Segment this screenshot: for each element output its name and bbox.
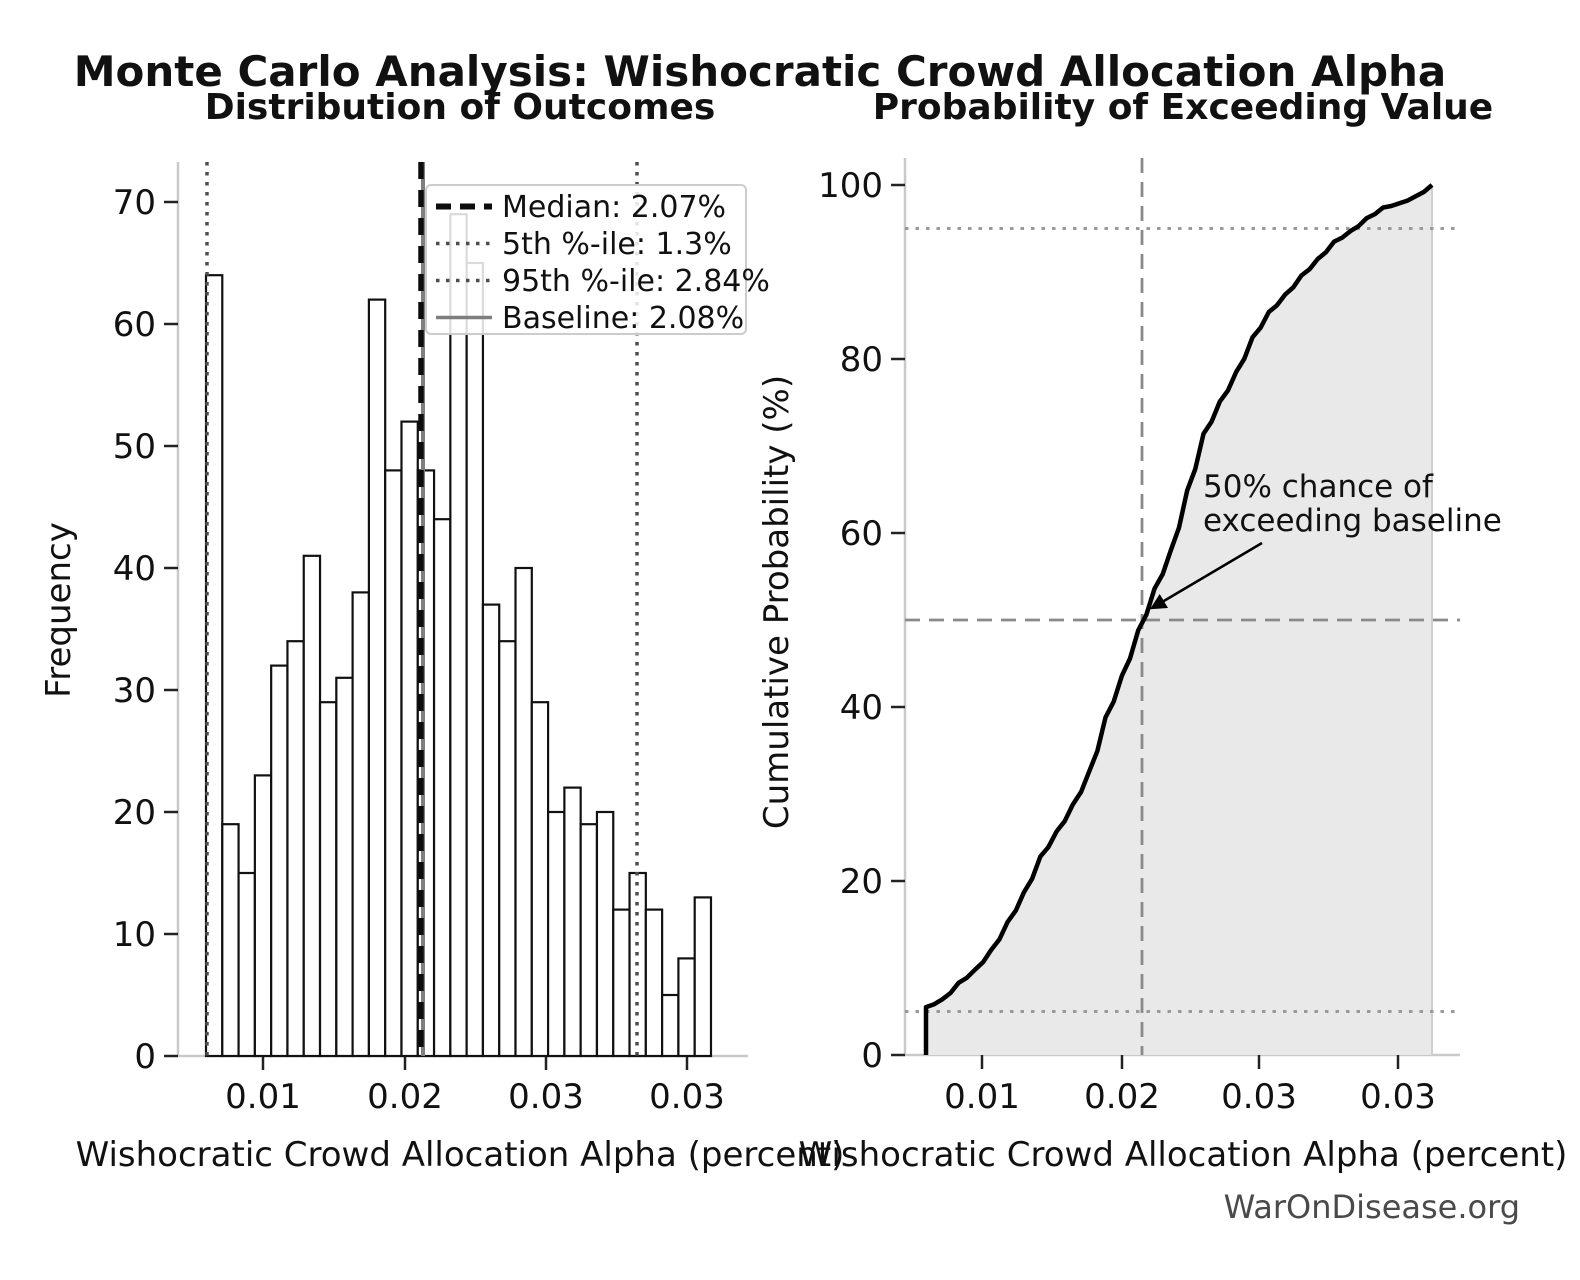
histogram-bar xyxy=(548,812,564,1056)
histogram-bar xyxy=(450,214,466,1056)
histogram-bar xyxy=(499,641,515,1056)
y-tick-label: 60 xyxy=(112,305,156,345)
histogram-bar xyxy=(401,422,417,1056)
histogram-xlabel: Wishocratic Crowd Allocation Alpha (percent) xyxy=(75,1135,845,1175)
y-tick-label: 40 xyxy=(839,688,883,728)
x-tick-label: 0.03 xyxy=(1221,1077,1297,1117)
histogram-bar xyxy=(467,263,483,1056)
histogram-bar xyxy=(646,910,662,1056)
y-tick-label: 40 xyxy=(112,549,156,589)
histogram-bar xyxy=(516,568,532,1056)
cdf-ylabel: Cumulative Probability (%) xyxy=(757,374,797,830)
legend-label-p95: 95th %-ile: 2.84% xyxy=(502,264,770,299)
cdf-title: Probability of Exceeding Value xyxy=(872,87,1494,128)
histogram-title: Distribution of Outcomes xyxy=(204,87,716,128)
legend-label-median: Median: 2.07% xyxy=(502,190,727,225)
x-tick-label: 0.03 xyxy=(1360,1077,1436,1117)
y-tick-label: 30 xyxy=(112,671,156,711)
y-tick-label: 20 xyxy=(112,793,156,833)
y-tick-label: 80 xyxy=(839,340,883,380)
y-tick-label: 10 xyxy=(112,915,156,955)
histogram-bar xyxy=(581,824,597,1056)
histogram-bar xyxy=(532,702,548,1056)
histogram-bar xyxy=(255,775,271,1056)
histogram-bar xyxy=(353,592,369,1056)
histogram-bar xyxy=(564,788,580,1056)
figure-title: Monte Carlo Analysis: Wishocratic Crowd Allocation Alpha xyxy=(73,47,1447,96)
legend-label-p5: 5th %-ile: 1.3% xyxy=(502,227,732,262)
y-tick-label: 60 xyxy=(839,514,883,554)
histogram-bar xyxy=(287,641,303,1056)
histogram-bar xyxy=(385,470,401,1056)
histogram-bar xyxy=(239,873,255,1056)
y-tick-label: 50 xyxy=(112,427,156,467)
y-tick-label: 0 xyxy=(861,1036,883,1076)
watermark: WarOnDisease.org xyxy=(1223,1188,1520,1226)
x-tick-label: 0.02 xyxy=(1084,1077,1160,1117)
x-tick-label: 0.03 xyxy=(508,1077,584,1117)
x-tick-label: 0.02 xyxy=(367,1077,443,1117)
cdf-xlabel: Wishocratic Crowd Allocation Alpha (percent) xyxy=(798,1135,1568,1175)
histogram-bar xyxy=(678,958,694,1056)
histogram-bar xyxy=(320,702,336,1056)
histogram-bar xyxy=(483,605,499,1056)
y-tick-label: 100 xyxy=(818,166,883,206)
histogram-bar xyxy=(695,897,711,1056)
histogram-bar xyxy=(613,910,629,1056)
annotation-line1: 50% chance of xyxy=(1203,469,1433,505)
histogram-bar xyxy=(336,678,352,1056)
y-tick-label: 20 xyxy=(839,862,883,902)
histogram-bar xyxy=(304,556,320,1056)
y-tick-label: 0 xyxy=(134,1037,156,1077)
legend-label-baseline: Baseline: 2.08% xyxy=(502,301,745,336)
cdf-plot xyxy=(818,158,1460,1117)
histogram-bar xyxy=(369,300,385,1056)
y-tick-label: 70 xyxy=(112,183,156,223)
histogram-bar xyxy=(434,519,450,1056)
histogram-bar xyxy=(271,666,287,1056)
histogram-bar xyxy=(597,812,613,1056)
x-tick-label: 0.03 xyxy=(649,1077,725,1117)
histogram-ylabel: Frequency xyxy=(39,522,79,698)
annotation-line2: exceeding baseline xyxy=(1203,503,1502,539)
x-tick-label: 0.01 xyxy=(944,1077,1020,1117)
histogram-bar xyxy=(662,995,678,1056)
histogram-bar xyxy=(222,824,238,1056)
x-tick-label: 0.01 xyxy=(225,1077,301,1117)
